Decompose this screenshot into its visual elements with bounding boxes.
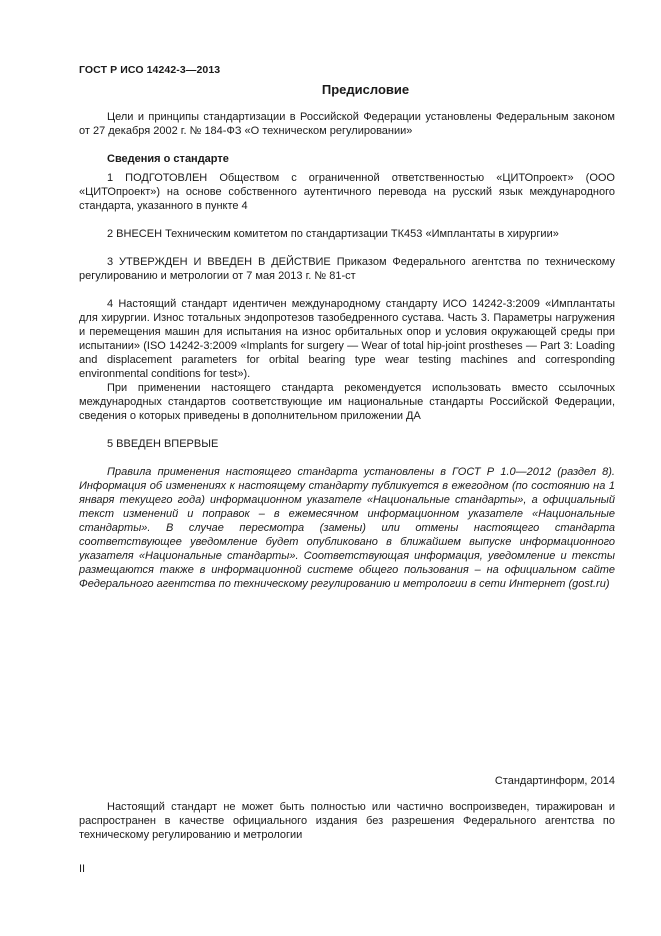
copyright-notice: Настоящий стандарт не может быть полностью или частично воспроизведен, тиражирован и распространен в качестве официального издания без разрешения Федерального агентства по техническому регулированию и метрологии [79, 801, 615, 841]
item-3: 3 УТВЕРЖДЕН И ВВЕДЕН В ДЕЙСТВИЕ Приказом Федерального агентства по техническому регулированию и метрологии от 7 мая 2013 г. № 81-ст [79, 256, 615, 282]
item-5: 5 ВВЕДЕН ВПЕРВЫЕ [107, 438, 219, 450]
intro-paragraph: Цели и принципы стандартизации в Российской Федерации установлены Федеральным законом от 27 декабря 2002 г. № 184-ФЗ «О техническом регулировании» [79, 111, 615, 137]
item-1: 1 ПОДГОТОВЛЕН Обществом с ограниченной ответственностью «ЦИТОпроект» (ООО «ЦИТОпроект») на основе собственного аутентичного перевода на русский язык международного стандарта, указанного в пункте 4 [79, 172, 615, 212]
page-number: II [79, 863, 86, 875]
page-title: Предисловие [321, 82, 410, 97]
standard-code-header: ГОСТ Р ИСО 14242-3—2013 [79, 64, 221, 76]
foreword-body [79, 110, 615, 591]
item-4: 4 Настоящий стандарт идентичен международному стандарту ИСО 14242-3:2009 «Имплантаты для хирургии. Износ тотальных эндопротезов тазобедренного сустава. Часть 3. Параметры нагружения и перемещения машин для испытания на износ орбитальных опор и условия окружающей среды при испытании» (ISO 14242-3:2009 «Implants for surgery — Wear of total hip-joint prostheses — Part 3: Loading and displacement parameters for orbital bearing type wear testing machines and corresponding environmental conditions for test»). [79, 298, 615, 380]
notice-paragraph: Правила применения настоящего стандарта установлены в ГОСТ Р 1.0—2012 (раздел 8). Информация об изменениях к настоящему стандарту публикуется в ежегодном (по состоянию на 1 января текущего года) информационном указателе «Национальные стандарты», а официальный текст изменений и поправок – в ежемесячном информационном указателе «Национальные стандарты». В случае пересмотра (замены) или отмены настоящего стандарта соответствующее уведомление будет опубликовано в ближайшем выпуске информационного указателя «Национальные стандарты». Соответствующая информация, уведомление и тексты размещаются также в информационной системе общего пользования – на официальном сайте Федерального агентства по техническому регулированию и метрологии в сети Интернет (gost.ru) [79, 466, 615, 590]
item-2: 2 ВНЕСЕН Техническим комитетом по стандартизации ТК453 «Имплантаты в хирургии» [107, 228, 559, 240]
publisher-line: Стандартинформ, 2014 [494, 775, 615, 787]
section-heading: Сведения о стандарте [107, 153, 229, 165]
item-4-note: При применении настоящего стандарта рекомендуется использовать вместо ссылочных международных стандартов соответствующие им национальные стандарты Российской Федерации, сведения о которых приведены в дополнительном приложении ДА [79, 382, 615, 422]
